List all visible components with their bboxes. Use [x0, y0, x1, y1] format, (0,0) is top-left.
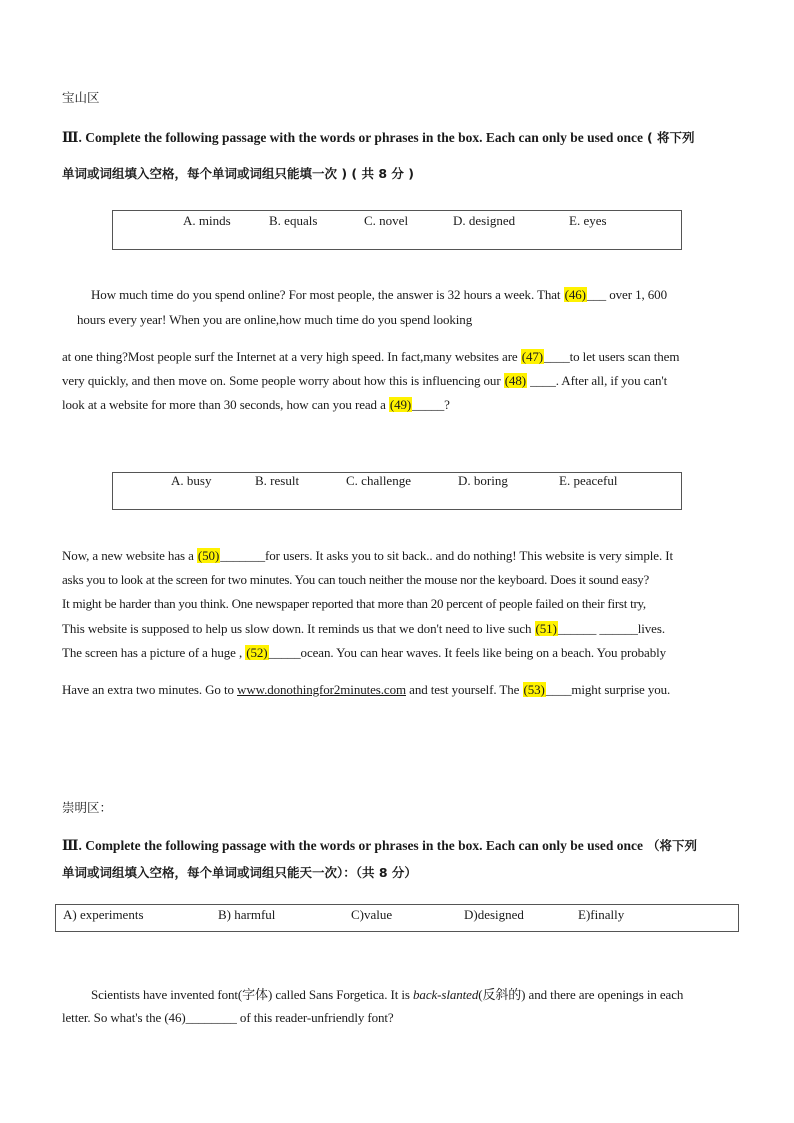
passage-text: _______for users. It asks you to sit back.. and do nothing! This website is very simple. It	[220, 548, 674, 563]
blank-47: (47)	[521, 349, 544, 364]
italic-term: back-slanted	[413, 987, 479, 1002]
passage-text: Have an extra two minutes. Go to	[62, 682, 238, 697]
passage-line	[62, 548, 673, 564]
passage-line	[62, 397, 450, 413]
passage-line	[91, 984, 683, 1003]
passage-line: asks you to look at the screen for two minutes. You can touch neither the mouse nor the keyboard. Does it sound easy?	[62, 572, 650, 587]
passage-text: _____?	[412, 397, 450, 412]
passage-text: The screen has a picture of a huge ,	[62, 645, 246, 660]
blank-46: (46)	[564, 287, 586, 302]
option-b: B. equals	[269, 213, 318, 228]
instruction-chinese: 单词或词组填入空格，每个单词或词组只能填一次 ) ( 共 8 分 )	[62, 166, 414, 181]
passage-text: and test yourself. The	[406, 682, 523, 697]
district-label-chongming: 崇明区：	[62, 800, 113, 815]
section-instruction	[62, 128, 695, 147]
passage-text: ____to let users scan them	[544, 349, 680, 364]
passage-text: look at a website for more than 30 seconds, how can you read a	[62, 397, 389, 412]
word-box-2	[112, 472, 682, 510]
passage-text: Scientists have invented font(字体) called Sans Forgetica. It is	[91, 987, 414, 1002]
blank-49: (49)	[389, 397, 412, 412]
option-a: A. minds	[183, 213, 231, 228]
passage-line	[62, 645, 666, 661]
option-d: D)designed	[464, 907, 524, 922]
passage-line: letter. So what's the (46)________ of this reader-unfriendly font?	[62, 1010, 394, 1025]
passage-text: ____. After all, if you can't	[526, 373, 668, 388]
option-c: C)value	[351, 907, 393, 922]
option-e: E)finally	[578, 907, 625, 922]
website-link[interactable]: www.donothingfor2minutes.com	[237, 682, 406, 697]
passage-text: _____ocean. You can hear waves. It feels like being on a beach. You probably	[268, 645, 667, 660]
blank-50: (50)	[197, 548, 220, 563]
option-d: D. designed	[453, 213, 516, 228]
instruction-chinese-start: ( 将下列	[646, 130, 695, 145]
passage-text: How much time do you spend online? For most people, the answer is 32 hours a week. That	[91, 287, 564, 302]
option-b: B. result	[255, 473, 300, 488]
passage-text: at one thing?Most people surf the Internet at a very high speed. In fact,many websites are	[62, 349, 521, 364]
section-instruction	[62, 836, 697, 855]
option-c: C. challenge	[346, 473, 411, 488]
instruction-english: Ⅲ. Complete the following passage with the words or phrases in the box. Each can only be used once	[62, 838, 643, 853]
option-b: B) harmful	[218, 907, 276, 922]
option-a: A) experiments	[63, 907, 144, 922]
passage-text: ____might surprise you.	[545, 682, 671, 697]
passage-line	[62, 621, 665, 637]
district-label-baoshan: 宝山区	[62, 90, 100, 105]
option-e: E. eyes	[569, 213, 607, 228]
passage-line: hours every year! When you are online,how much time do you spend looking	[77, 312, 473, 327]
blank-52: (52)	[246, 645, 268, 660]
instruction-english: Ⅲ. Complete the following passage with the words or phrases in the box. Each can only be used once	[62, 130, 643, 145]
passage-line	[62, 373, 667, 389]
passage-line	[62, 349, 679, 365]
blank-48: (48)	[504, 373, 526, 388]
blank-51: (51)	[535, 621, 557, 636]
passage-text: This website is supposed to help us slow down. It reminds us that we don't need to live such	[62, 621, 535, 636]
word-box-3	[55, 904, 739, 932]
passage-text: ___ over 1, 600	[586, 287, 667, 302]
option-d: D. boring	[458, 473, 508, 488]
passage-text: ______ ______lives.	[557, 621, 665, 636]
passage-line	[62, 682, 670, 698]
passage-line: It might be harder than you think. One newspaper reported that more than 20 percent of people failed on their first try,	[62, 596, 646, 611]
instruction-chinese: 单词或词组填入空格，每个单词或词组只能天一次）：（共 8 分）	[62, 865, 417, 880]
option-c: C. novel	[364, 213, 409, 228]
blank-53: (53)	[523, 682, 545, 697]
option-a: A. busy	[171, 473, 212, 488]
word-box-1	[112, 210, 682, 250]
passage-text: (反斜的) and there are openings in each	[478, 987, 684, 1002]
option-e: E. peaceful	[559, 473, 618, 488]
passage-line	[91, 287, 667, 303]
passage-text: Now, a new website has a	[62, 548, 197, 563]
passage-text: very quickly, and then move on. Some people worry about how this is influencing our	[62, 373, 504, 388]
instruction-chinese-start: （将下列	[646, 838, 697, 853]
